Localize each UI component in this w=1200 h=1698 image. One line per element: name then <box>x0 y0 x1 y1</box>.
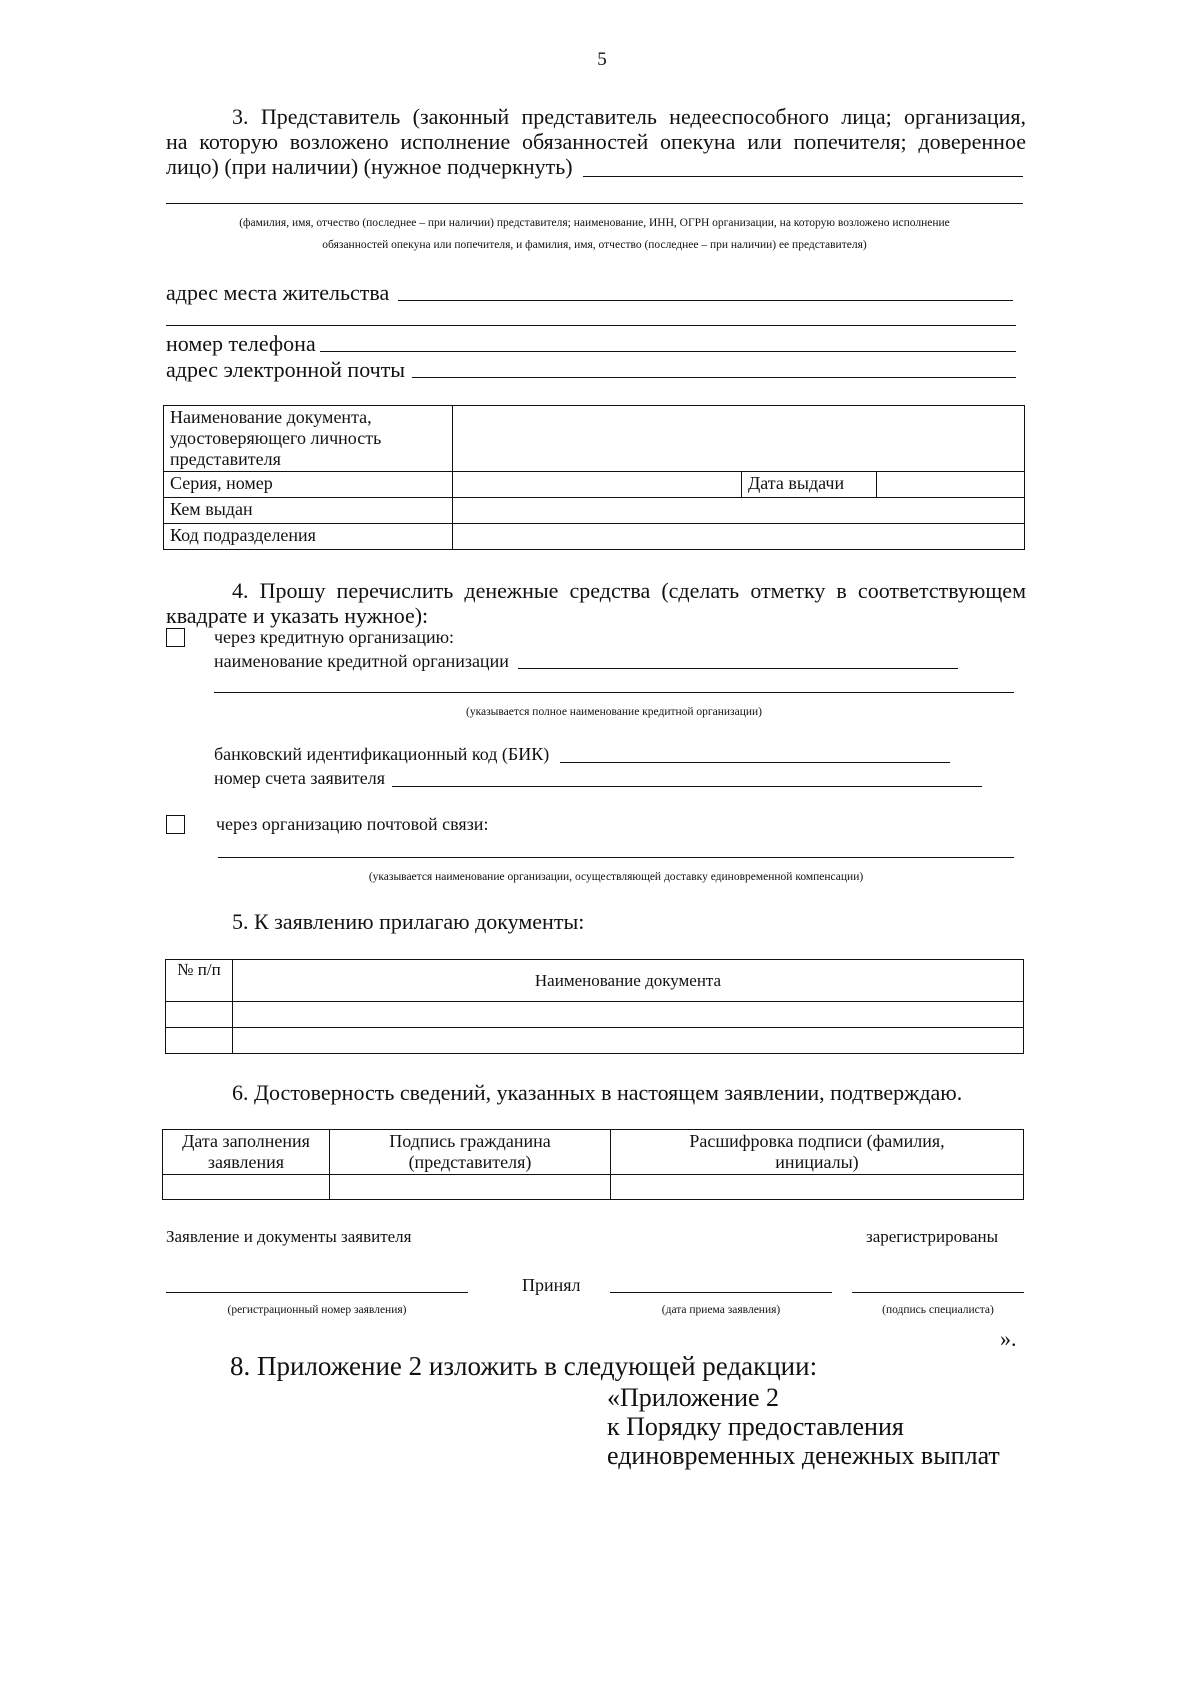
address-label: адрес места жительства <box>166 280 390 305</box>
col-num-header: № п/п <box>166 960 233 1002</box>
id-doc-name-label: Наименование документа, удостоверяющего личность представителя <box>164 406 453 472</box>
bank-name-field[interactable] <box>518 668 958 669</box>
section6-heading: 6. Достоверность сведений, указанных в настоящем заявлении, подтверждаю. <box>232 1080 963 1105</box>
issued-by-value[interactable] <box>453 498 1025 524</box>
section4-line2: квадрате и указать нужное): <box>166 603 429 628</box>
series-number-label: Серия, номер <box>164 472 453 498</box>
specialist-signature-field[interactable] <box>852 1292 1024 1293</box>
section4-line1: 4. Прошу перечислить денежные средства (сделать отметку в соответствующем <box>232 578 1026 603</box>
doc-row-1-name[interactable] <box>233 1002 1024 1028</box>
doc-row-2-name[interactable] <box>233 1028 1024 1054</box>
representative-field-line[interactable] <box>583 176 1023 177</box>
id-doc-name-value[interactable] <box>453 406 1025 472</box>
col-fill-date-header: Дата заполнения заявления <box>163 1130 330 1175</box>
representative-caption-1: (фамилия, имя, отчество (последнее – при наличии) представителя; наименование, ИНН, ОГРН организации, на которую возложено исполнение <box>239 217 950 229</box>
section5-heading: 5. К заявлению прилагаю документы: <box>232 909 585 934</box>
col-doc-name-header: Наименование документа <box>233 960 1024 1002</box>
representative-field-line-2[interactable] <box>166 203 1023 204</box>
issued-by-label: Кем выдан <box>164 498 453 524</box>
section3-line1: 3. Представитель (законный представитель недееспособного лица; организация, <box>232 104 1026 129</box>
bik-field[interactable] <box>560 762 950 763</box>
email-label: адрес электронной почты <box>166 357 406 382</box>
bank-name-field-2[interactable] <box>214 692 1014 693</box>
series-number-value[interactable] <box>453 472 742 498</box>
section3-line3: лицо) (при наличии) (нужное подчеркнуть) <box>166 154 573 179</box>
bik-label: банковский идентификационный код (БИК) <box>214 744 550 764</box>
registration-right: зарегистрированы <box>866 1227 999 1246</box>
post-option-checkbox[interactable] <box>166 815 185 834</box>
appendix-line-1: «Приложение 2 <box>607 1383 780 1412</box>
bank-name-caption: (указывается полное наименование кредитной организации) <box>466 706 762 718</box>
address-field[interactable] <box>398 300 1013 301</box>
signature-table <box>162 1129 1024 1200</box>
page-number: 5 <box>597 49 607 70</box>
email-field[interactable] <box>412 377 1016 378</box>
fill-date-value[interactable] <box>163 1175 330 1200</box>
accept-date-field[interactable] <box>610 1292 832 1293</box>
section8-heading: 8. Приложение 2 изложить в следующей редакции: <box>230 1351 818 1381</box>
bank-option-label: через кредитную организацию: <box>214 627 455 647</box>
issue-date-value[interactable] <box>877 472 1025 498</box>
post-org-caption: (указывается наименование организации, осуществляющей доставку единовременной компенсации) <box>368 871 864 883</box>
issue-date-label: Дата выдачи <box>742 472 877 498</box>
doc-row-2-num[interactable] <box>166 1028 233 1054</box>
post-org-field[interactable] <box>218 857 1014 858</box>
col-decode-header: Расшифровка подписи (фамилия, инициалы) <box>611 1130 1024 1175</box>
attached-documents-table <box>165 959 1024 1054</box>
id-document-table <box>163 405 1025 550</box>
doc-row-1-num[interactable] <box>166 1002 233 1028</box>
post-option-label: через организацию почтовой связи: <box>216 814 489 834</box>
account-field[interactable] <box>392 786 982 787</box>
registration-left: Заявление и документы заявителя <box>166 1227 412 1246</box>
account-label: номер счета заявителя <box>214 768 386 788</box>
specialist-signature-caption: (подпись специалиста) <box>882 1304 994 1316</box>
bank-option-checkbox[interactable] <box>166 628 185 647</box>
col-signature-header: Подпись гражданина (представителя) <box>330 1130 611 1175</box>
reg-number-caption: (регистрационный номер заявления) <box>227 1304 407 1316</box>
division-code-value[interactable] <box>453 524 1025 550</box>
section3-line2: на которую возложено исполнение обязанностей опекуна или попечителя; доверенное <box>166 129 1026 154</box>
closing-quote: ». <box>1000 1326 1017 1351</box>
division-code-label: Код подразделения <box>164 524 453 550</box>
phone-label: номер телефона <box>166 331 316 356</box>
accept-date-caption: (дата приема заявления) <box>661 1304 781 1316</box>
appendix-line-2: к Порядку предоставления <box>607 1412 904 1441</box>
appendix-line-3: единовременных денежных выплат <box>607 1441 1000 1470</box>
accepted-label: Принял <box>522 1275 581 1295</box>
bank-name-label: наименование кредитной организации <box>214 651 509 671</box>
representative-caption-2: обязанностей опекуна или попечителя, и фамилия, имя, отчество (последнее – при наличии) ее представителя) <box>322 239 867 251</box>
phone-field[interactable] <box>320 351 1016 352</box>
decode-value[interactable] <box>611 1175 1024 1200</box>
signature-value[interactable] <box>330 1175 611 1200</box>
address-field-2[interactable] <box>166 325 1016 326</box>
reg-number-field[interactable] <box>166 1292 468 1293</box>
